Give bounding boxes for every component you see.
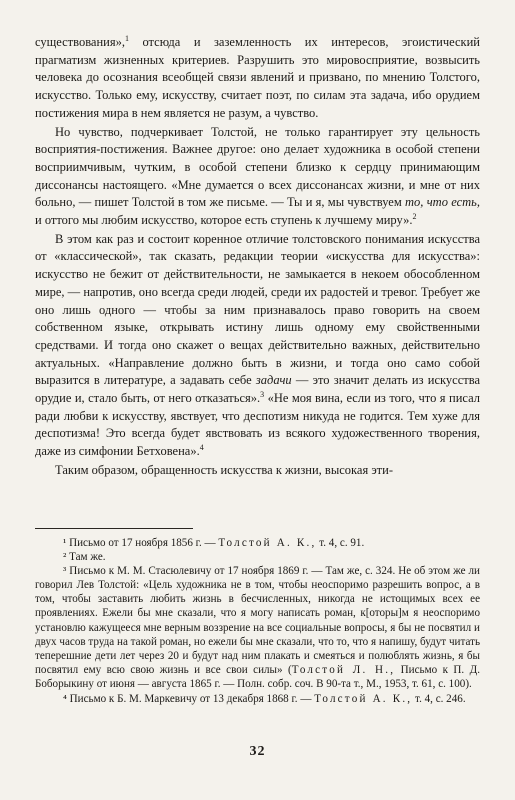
text-run: отсюда и заземленность их интересов, эгоистический прагматизм жизненных критериев. Разрушить это мировосприятие, возвысить человека до осознания всеобщей связи явлений и призвано, по мнению Толстого, искусство. Только ему, искусству, считает поэт, по силам эта задача, ибо орудием постижения мира в нем является не разум, а чувство. bbox=[35, 35, 480, 120]
emphasis-text: то, что есть, bbox=[405, 195, 480, 210]
footnote-text: т. 4, с. 246. bbox=[412, 693, 466, 706]
spaced-author-name: Толстой Л. Н., bbox=[291, 663, 396, 676]
text-run: существования», bbox=[35, 35, 125, 49]
paragraph-3 bbox=[35, 231, 480, 461]
footnote-divider bbox=[35, 528, 193, 529]
footnote-number: ² bbox=[63, 551, 67, 564]
spaced-author-name: Толстой А. К., bbox=[218, 537, 317, 549]
footnote-number: ⁴ bbox=[63, 693, 67, 706]
footnote-text: Письмо к Б. М. Маркевичу от 13 декабря 1868 г. — bbox=[66, 693, 315, 706]
emphasis-text: задачи bbox=[255, 373, 292, 388]
footnote-ref-4[interactable]: 4 bbox=[199, 443, 204, 453]
main-text bbox=[35, 34, 480, 480]
footnote-number: ¹ bbox=[63, 537, 67, 549]
paragraph-2 bbox=[35, 124, 480, 230]
footnotes-section bbox=[35, 536, 480, 706]
footnote-ref-2[interactable]: 2 bbox=[412, 211, 417, 221]
paragraph-4: Таким образом, обращенность искусства к жизни, высокая эти- bbox=[55, 462, 394, 477]
text-run: и оттого мы любим искусство, которое есть ступень к лучшему миру». bbox=[35, 213, 413, 228]
footnote-4 bbox=[35, 692, 480, 706]
page-number: 32 bbox=[249, 744, 266, 759]
footnote-3 bbox=[35, 564, 480, 691]
footnote-2 bbox=[35, 550, 480, 564]
footnote-number: ³ bbox=[63, 565, 67, 578]
footnote-text: Там же. bbox=[66, 551, 106, 564]
footnote-text: Письмо к П. Д. Боборыкину от июня — августа 1865 г. — Полн. собр. соч. В 90-та т., М., 1953, т. 61, с. 100). bbox=[35, 663, 480, 690]
text-run: «Не моя вина, если из того, что я писал ради любви к искусству, явствует, что деспотизм никуда не годится. Тем хуже для деспотизма! Это всегда будет явствовать из всякого художественного творения, даже из симфонии Бетховена». bbox=[35, 391, 480, 459]
footnote-ref-1[interactable]: 1 bbox=[124, 33, 129, 43]
footnote-text: Письмо к М. М. Стасюлевичу от 17 ноября 1869 г. — Там же, с. 324. Не об этом же ли говорил Лев Толстой: «Цель художника не в том, чтобы неоспоримо разрешить вопрос, а в том, чтобы заставить любить жизнь в бесчисленных, никогда не истощимых всех ее проявлениях. Ежели бы мне сказали, что я могу написать роман, к[оторы]м я неоспоримо установлю кажущееся мне верным воззрение на все социальные вопросы, я бы не посвятил и двух часов труда на такой роман, но ежели бы мне сказали, что то, что я напишу, будут читать теперешние дети лет через 20 и будут над ним плакать и смеяться и полюблять жизнь, я бы посвятил ему всю свою жизнь и все свои силы» ( bbox=[35, 565, 480, 676]
footnote-text: Письмо от 17 ноября 1856 г. — bbox=[66, 537, 219, 549]
paragraph-1 bbox=[35, 34, 480, 123]
spaced-author-name: Толстой А. К., bbox=[314, 693, 413, 706]
footnote-text: т. 4, с. 91. bbox=[316, 537, 365, 549]
text-run: Но чувство, подчеркивает Толстой, не только гарантирует эту цельность восприятия-постижения. Важнее другое: оно делает художника в особой степени восприимчивым, чутким, в особой степени близко к сердцу принимающим диссонансы настоящего. «Мне думается о всех диссонансах жизни, и мне от них больно, — пишет Толстой в том же письме. — Ты и я, мы чувствуем bbox=[35, 124, 480, 210]
text-run: В этом как раз и состоит коренное отличие толстовского понимания искусства от «классической», так сказать, редакции теории «искусства для искусства»: искусство не бежит от действительности, не замыкается в некоем обособленном мире, — напротив, оно всегда среди людей, среди их радостей и тревог. Требует же оно лишь одного — чтобы за ним признавалось право говорить на своем собственном языке, открывать истину лишь одному ему свойственными средствами. И тогда оно скажет о вещах действительно важных, действительно актуальных. «Направление должно быть в жизни, и тогда оно само собой выразится в литературе, а задавать себе bbox=[35, 231, 480, 388]
text-run: — это значит делать из искусства орудие и, стало быть, от него отказаться». bbox=[35, 373, 480, 406]
footnote-ref-3[interactable]: 3 bbox=[260, 389, 265, 399]
footnote-1 bbox=[35, 536, 480, 550]
